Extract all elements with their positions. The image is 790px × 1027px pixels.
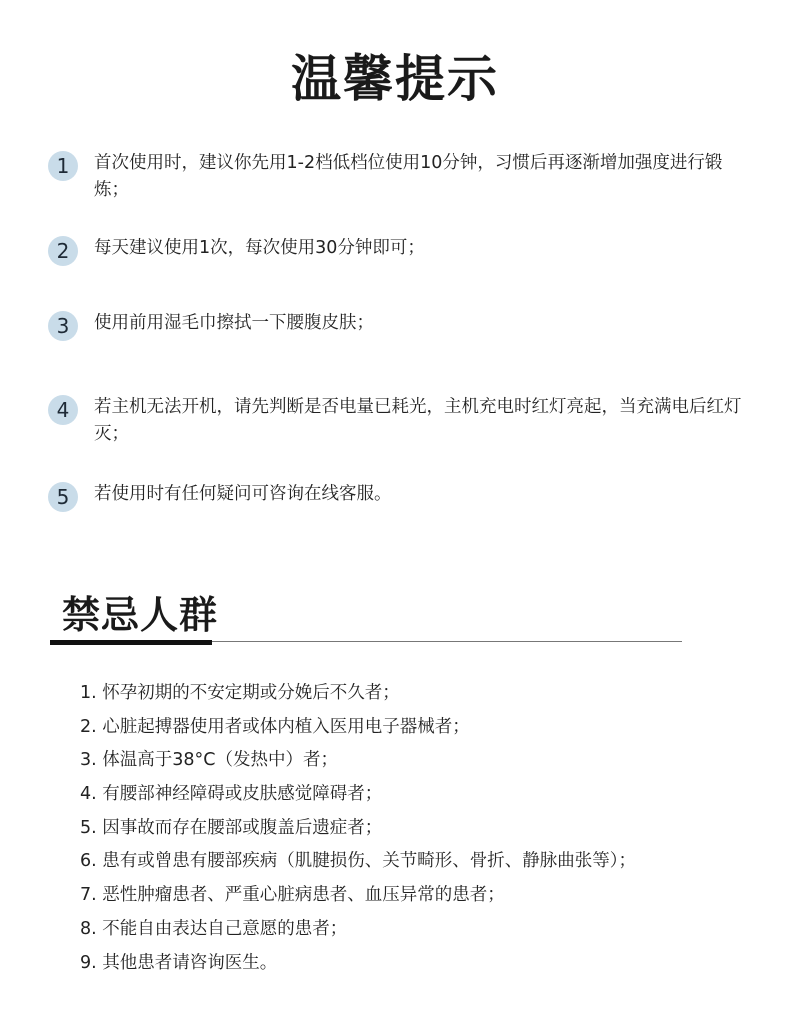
- step-number-badge: 3: [48, 311, 78, 341]
- tip-item: [48, 150, 748, 204]
- tip-text: 使用前用湿毛巾擦拭一下腰腹皮肤；: [94, 313, 374, 333]
- tip-text: 若使用时有任何疑问可咨询在线客服。: [94, 484, 392, 504]
- contraindication-list: [80, 677, 636, 980]
- step-number-badge: 4: [48, 395, 78, 425]
- list-item: 3. 体温高于38°C（发热中）者；: [80, 750, 338, 771]
- list-item: 9. 其他患者请咨询医生。: [80, 952, 278, 973]
- step-number-badge: 2: [48, 236, 78, 266]
- tip-text: 首次使用时，建议你先用1-2档低档位使用10分钟，习惯后再逐渐增加强度进行锻炼；: [94, 153, 723, 200]
- list-item: 5. 因事故而存在腰部或腹盖后遗症者；: [80, 817, 383, 838]
- step-number-badge: 5: [48, 482, 78, 512]
- tip-text: 若主机无法开机，请先判断是否电量已耗光，主机充电时红灯亮起，当充满电后红灯灭；: [94, 397, 742, 444]
- tip-item: [48, 394, 748, 448]
- section-divider: [212, 641, 682, 642]
- list-item: 8. 不能自由表达自己意愿的患者；: [80, 918, 348, 939]
- list-item: 7. 恶性肿瘤患者、严重心脏病患者、血压异常的患者；: [80, 885, 505, 906]
- list-item: 4. 有腰部神经障碍或皮肤感觉障碍者；: [80, 784, 383, 805]
- tip-item: [48, 310, 748, 341]
- list-item: 6. 患有或曾患有腰部疾病（肌腱损伤、关节畸形、骨折、静脉曲张等）；: [80, 851, 637, 872]
- tip-item: [48, 235, 748, 266]
- tip-item: [48, 481, 748, 512]
- section-title-underline: [50, 640, 212, 645]
- list-item: 2. 心脏起搏器使用者或体内植入医用电子器械者；: [80, 716, 470, 737]
- list-item: 1. 怀孕初期的不安定期或分娩后不久者；: [80, 683, 400, 703]
- step-number-badge: 1: [48, 151, 78, 181]
- tip-text: 每天建议使用1次，每次使用30分钟即可；: [94, 238, 425, 258]
- page-title: 温馨提示: [291, 50, 499, 108]
- section-title: 禁忌人群: [62, 593, 219, 637]
